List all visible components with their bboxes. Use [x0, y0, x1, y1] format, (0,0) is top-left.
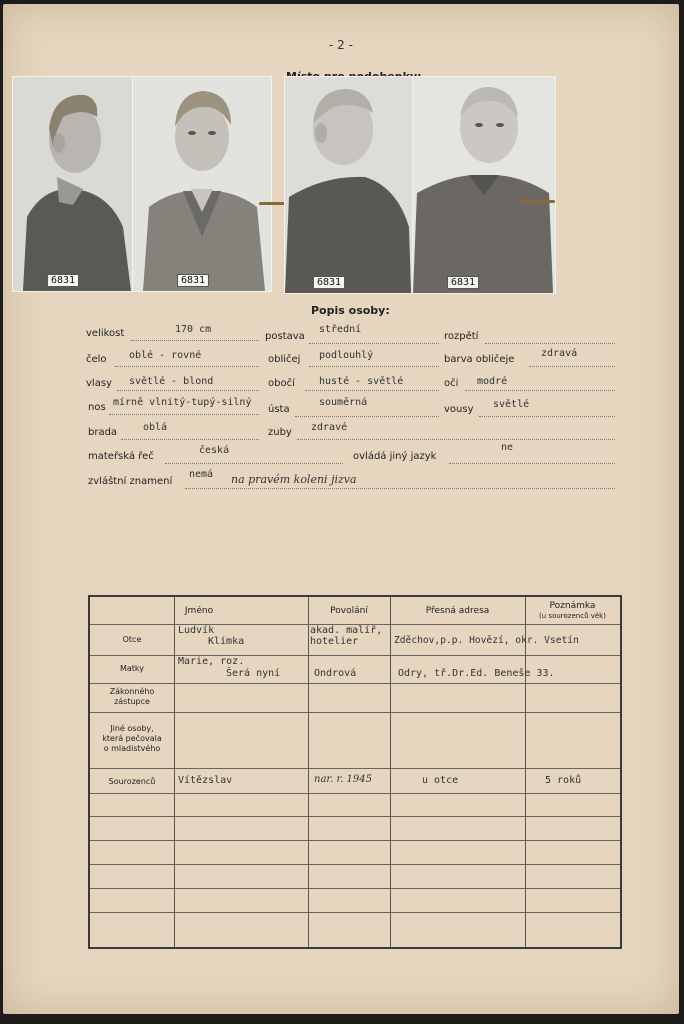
fill-line: [115, 366, 259, 367]
label-jiny-jazyk: ovládá jiný jazyk: [353, 451, 437, 462]
value-zvlastni-znameni-handwritten: na pravém koleni jizva: [231, 473, 357, 486]
table-divider: [90, 793, 620, 794]
mugshot-profile-2-image: [285, 77, 413, 293]
matky-povolani: Ondrová: [314, 668, 357, 679]
table-divider: [90, 768, 620, 769]
family-table: [88, 595, 622, 949]
fill-line: [309, 343, 439, 344]
fill-line: [185, 488, 615, 489]
value-vlasy: světlé - blond: [129, 376, 214, 387]
fill-line: [479, 416, 615, 417]
sourozencu-povolani-handwritten: nar. r. 1945: [314, 774, 372, 785]
table-divider: [174, 597, 175, 947]
label-zvlastni-znameni: zvláštní znamení: [88, 476, 173, 487]
mugshot-frontal-2-image: [413, 77, 555, 293]
header-povolani: Povolání: [330, 606, 368, 616]
matky-adresa: Odry, tř.Dr.Ed. Beneše 33.: [398, 668, 555, 679]
page-number: - 2 -: [329, 38, 353, 52]
row-label-matky: Matky: [119, 664, 145, 673]
label-oboci: obočí: [268, 378, 295, 389]
value-jiny-jazyk: ne: [501, 442, 514, 453]
table-divider: [90, 888, 620, 889]
fill-line: [465, 390, 615, 391]
value-oboci: husté - světlé: [319, 376, 404, 387]
row-label-jine-line3: o mladistvého: [103, 744, 161, 753]
label-brada: brada: [88, 427, 118, 438]
value-oblicej: podlouhlý: [319, 350, 374, 361]
table-divider: [90, 864, 620, 865]
label-materska-rec: mateřská řeč: [88, 451, 154, 462]
mugshot-profile-2: [284, 76, 414, 294]
value-nos: mírně vlnitý-tupý-silný: [113, 397, 252, 408]
header-poznamka-note: (u sourozenců věk): [539, 612, 606, 620]
document-page: [3, 4, 679, 1014]
label-vlasy: vlasy: [86, 378, 112, 389]
value-barva-obliceje: zdravá: [541, 348, 578, 359]
photo-number-tag: 6831: [313, 276, 345, 289]
row-label-zakonneho-line2: zástupce: [114, 697, 150, 706]
matky-jmeno-1: Marie, roz.: [178, 656, 245, 667]
mugshot-profile-1: [12, 76, 134, 292]
table-divider: [390, 597, 391, 947]
mugshot-profile-1-image: [13, 77, 133, 291]
paper-clip: [519, 200, 555, 203]
fill-line: [121, 439, 259, 440]
sourozencu-poznamka: 5 roků: [545, 775, 582, 786]
table-divider: [90, 912, 620, 913]
fill-line: [297, 439, 615, 440]
fill-line: [109, 414, 259, 415]
header-jmeno: Jméno: [184, 606, 214, 616]
photo-number-tag: 6831: [177, 274, 209, 287]
otce-adresa: Zděchov,p.p. Hovězí, okr. Vsetín: [394, 635, 579, 646]
fill-line: [117, 390, 259, 391]
fill-line: [295, 416, 439, 417]
fill-line: [305, 390, 439, 391]
header-adresa: Přesná adresa: [425, 606, 490, 616]
label-vousy: vousy: [444, 404, 474, 415]
table-divider: [525, 597, 526, 947]
label-celo: čelo: [86, 354, 107, 365]
label-usta: ústa: [268, 404, 290, 415]
value-zvlastni-znameni-typed: nemá: [189, 469, 214, 480]
row-label-zakonneho-line1: Zákonného: [109, 687, 155, 696]
row-label-jine-osoby: [90, 724, 174, 754]
value-postava: střední: [319, 324, 362, 335]
fill-line: [449, 463, 615, 464]
value-oci: modré: [477, 376, 508, 387]
sourozencu-jmeno: Vítězslav: [178, 775, 233, 786]
otce-jmeno-2: Klímka: [208, 636, 245, 647]
description-title: Popis osoby:: [311, 304, 390, 317]
photo-number-tag: 6831: [447, 276, 479, 289]
table-divider: [308, 597, 309, 947]
label-oblicej: obličej: [268, 354, 301, 365]
value-vousy: světlé: [493, 399, 530, 410]
value-usta: souměrná: [319, 397, 368, 408]
value-velikost: 170 cm: [175, 324, 212, 335]
fill-line: [165, 463, 343, 464]
table-divider: [90, 840, 620, 841]
mugshot-frontal-1-image: [133, 77, 271, 291]
fill-line: [485, 343, 615, 344]
table-divider: [90, 655, 620, 656]
label-oci: oči: [444, 378, 459, 389]
fill-line: [529, 366, 615, 367]
mugshot-frontal-2: [412, 76, 556, 294]
value-celo: oblé - rovné: [129, 350, 202, 361]
table-divider: [90, 683, 620, 684]
mugshot-frontal-1: [132, 76, 272, 292]
table-divider: [90, 816, 620, 817]
otce-jmeno-1: Ludvík: [178, 625, 215, 636]
label-zuby: zuby: [268, 427, 292, 438]
row-label-jine-line2: která pečovala: [102, 734, 162, 743]
value-materska-rec: česká: [199, 445, 230, 456]
value-zuby: zdravé: [311, 422, 348, 433]
row-label-zakonneho: [90, 687, 174, 707]
label-velikost: velikost: [86, 328, 125, 339]
matky-jmeno-2: Šerá nyní: [226, 668, 281, 679]
label-postava: postava: [265, 331, 305, 342]
otce-povolani-2: hotelier: [310, 636, 359, 647]
row-label-jine-line1: Jiné osoby,: [110, 724, 154, 733]
row-label-sourozencu: Sourozenců: [108, 777, 156, 786]
label-rozpeti: rozpětí: [444, 331, 479, 342]
row-label-otce: Otce: [122, 635, 142, 644]
fill-line: [309, 366, 439, 367]
otce-povolani-1: akad. malíř,: [310, 625, 383, 636]
header-poznamka: Poznámka: [549, 601, 596, 611]
label-barva-obliceje: barva obličeje: [444, 354, 515, 365]
value-brada: oblá: [143, 422, 168, 433]
label-nos: nos: [88, 402, 106, 413]
photo-number-tag: 6831: [47, 274, 79, 287]
fill-line: [131, 340, 259, 341]
table-divider: [90, 712, 620, 713]
sourozencu-adresa: u otce: [422, 775, 459, 786]
